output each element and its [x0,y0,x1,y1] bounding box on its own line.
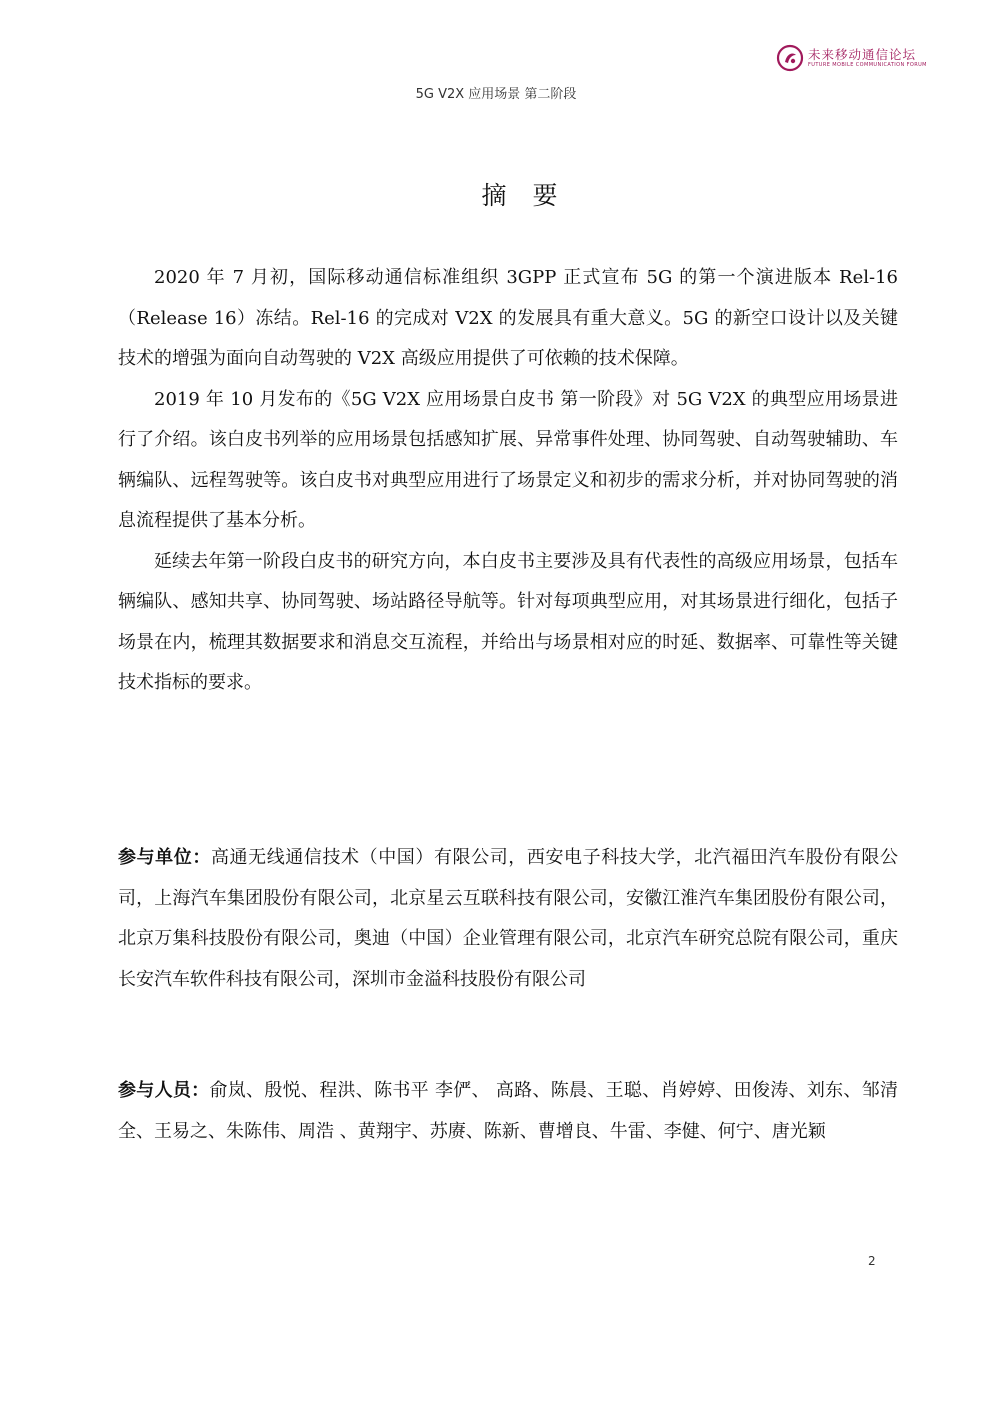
participating-units-text: 高通无线通信技术（中国）有限公司，西安电子科技大学，北汽福田汽车股份有限公司，上海汽车集团股份有限公司，北京星云互联科技有限公司，安徽江淮汽车集团股份有限公司，北京万集科技股份有限公司，奥迪（中国）企业管理有限公司，北京汽车研究总院有限公司，重庆长安汽车软件科技有限公司，深圳市金溢科技股份有限公司 [118,847,899,990]
participants-text: 俞岚、殷悦、程洪、陈书平 李俨、 高路、陈晨、王聪、肖婷婷、田俊涛、刘东、邹清全、王易之、朱陈伟、周浩 、黄翔宇、苏赓、陈新、曹增良、牛雷、李健、何宁、唐光颖 [118,1080,898,1142]
abstract-paragraph: 2019 年 10 月发布的《5G V2X 应用场景白皮书 第一阶段》对 5G V2X 的典型应用场景进行了介绍。该白皮书列举的应用场景包括感知扩展、异常事件处理、协同驾驶、自动驾驶辅助、车辆编队、远程驾驶等。该白皮书对典型应用进行了场景定义和初步的需求分析，并对协同驾驶的消息流程提供了基本分析。 [118,388,898,531]
abstract-paragraph: 2020 年 7 月初，国际移动通信标准组织 3GPP 正式宣布 5G 的第一个演进版本 Rel-16（Release 16）冻结。Rel-16 的完成对 V2X 的发展具有重大意义。5G 的新空口设计以及关键技术的增强为面向自动驾驶的 V2X 高级应用提供了可依赖的技术保障。 [118,267,898,369]
participating-units-label: 参与单位： [118,847,211,868]
abstract-body [118,258,898,704]
page-title: 摘要 [481,181,584,210]
forum-logo [776,44,927,76]
forum-logo-text: 未来移动通信论坛 [808,47,917,62]
forum-logo-icon [776,44,804,72]
forum-logo-subtext: FUTURE MOBILE COMMUNICATION FORUM [808,62,927,68]
page-number: 2 [868,1254,876,1268]
participating-units [118,838,898,1000]
running-header: 5G V2X 应用场景 第二阶段 [415,87,577,102]
abstract-paragraph: 延续去年第一阶段白皮书的研究方向，本白皮书主要涉及具有代表性的高级应用场景，包括车辆编队、感知共享、协同驾驶、场站路径导航等。针对每项典型应用，对其场景进行细化，包括子场景在内，梳理其数据要求和消息交互流程，并给出与场景相对应的时延、数据率、可靠性等关键技术指标的要求。 [118,550,898,693]
participants [118,1071,898,1152]
participants-label: 参与人员： [118,1080,210,1101]
